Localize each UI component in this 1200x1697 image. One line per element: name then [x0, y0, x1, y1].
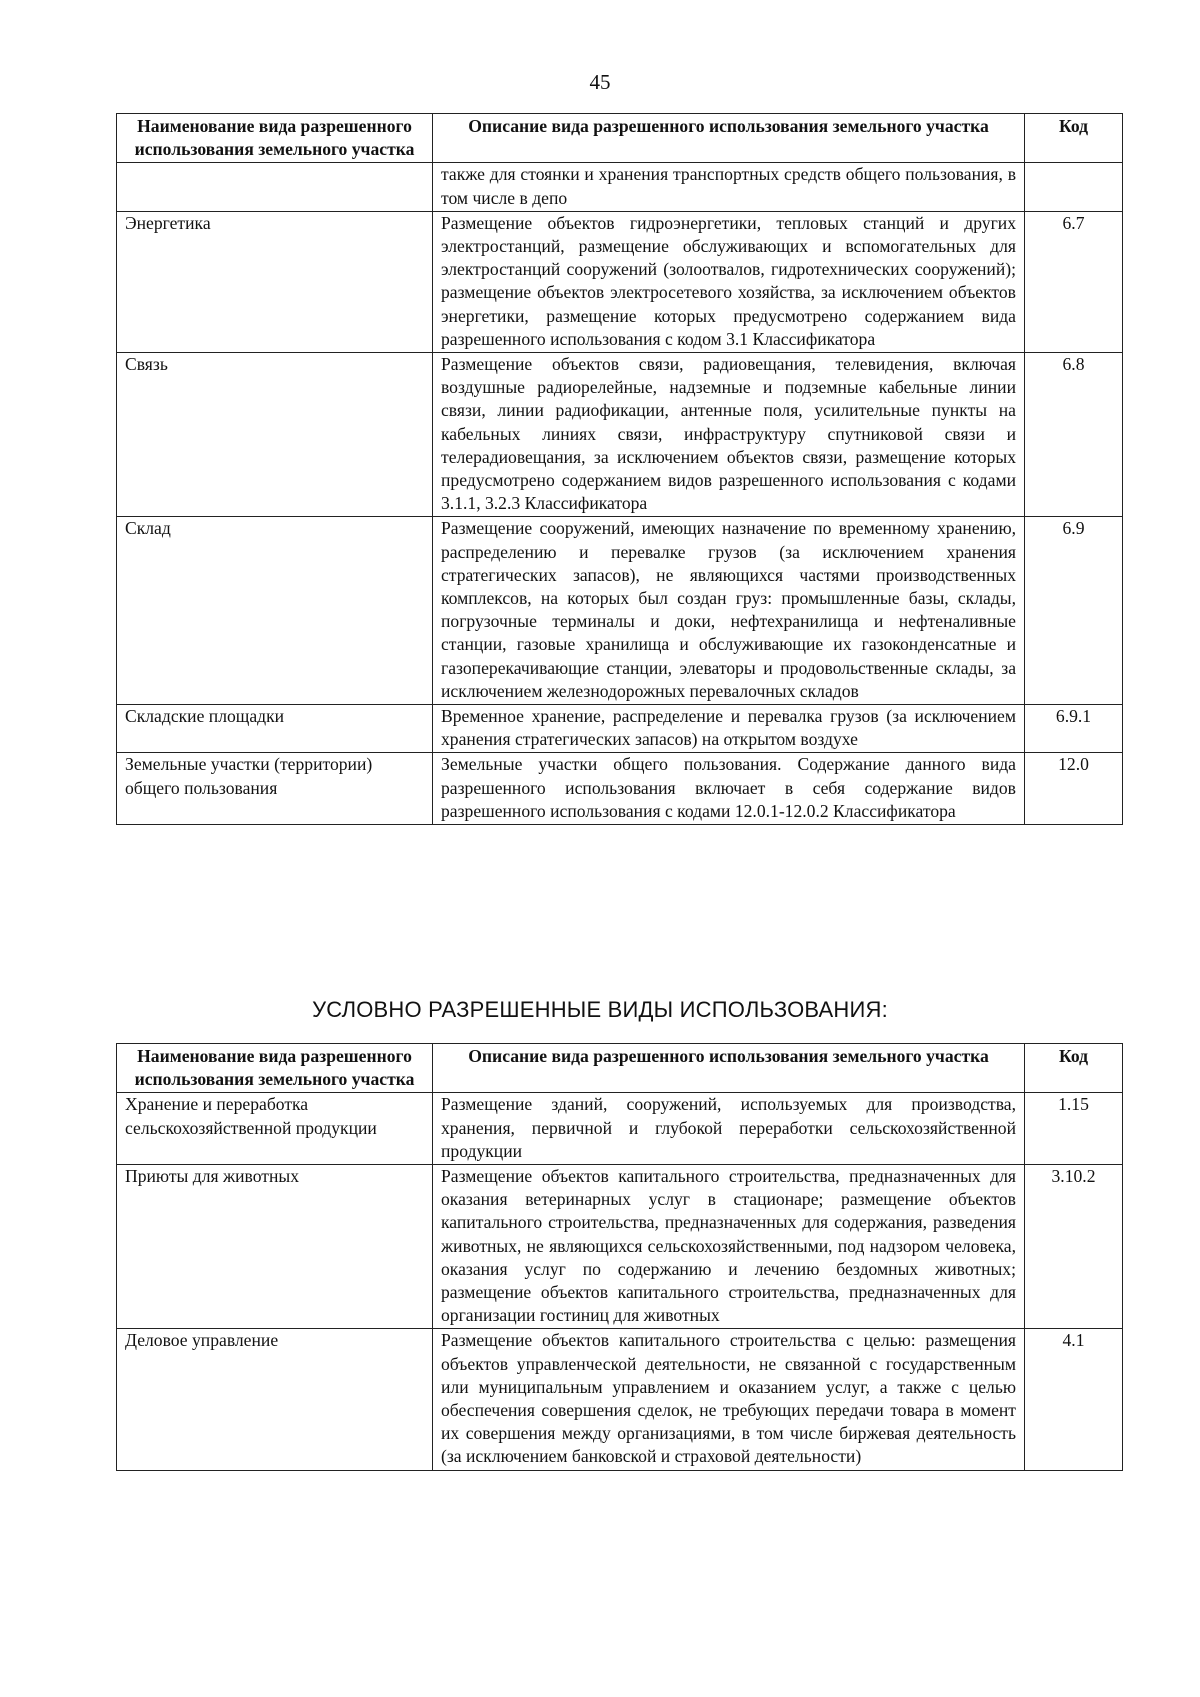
page-number: 45 — [589, 70, 611, 94]
use-code: 6.9 — [1025, 517, 1123, 705]
use-description: Размещение зданий, сооружений, используемых для производства, хранения, первичной и глубокой переработки сельскохозяйственной продукции — [433, 1093, 1025, 1165]
table-row — [117, 753, 1123, 825]
use-code: 6.7 — [1025, 211, 1123, 352]
table-row — [117, 353, 1123, 517]
use-name: Земельные участки (территории) общего пользования — [117, 753, 433, 825]
section-heading: УСЛОВНО РАЗРЕШЕННЫЕ ВИДЫ ИСПОЛЬЗОВАНИЯ: — [312, 997, 888, 1022]
header-name: Наименование вида разрешенного использования земельного участка — [117, 114, 433, 163]
use-name: Связь — [117, 353, 433, 517]
use-name: Хранение и переработка сельскохозяйственной продукции — [117, 1093, 433, 1165]
use-code: 3.10.2 — [1025, 1165, 1123, 1329]
header-description: Описание вида разрешенного использования земельного участка — [433, 114, 1025, 163]
use-code: 4.1 — [1025, 1329, 1123, 1470]
table-row — [117, 517, 1123, 705]
header-description: Описание вида разрешенного использования земельного участка — [433, 1044, 1025, 1093]
use-name — [117, 163, 433, 211]
table-row — [117, 163, 1123, 211]
use-name: Складские площадки — [117, 705, 433, 753]
table-row — [117, 211, 1123, 352]
table-row — [117, 1165, 1123, 1329]
use-code: 6.8 — [1025, 353, 1123, 517]
table-row — [117, 1329, 1123, 1470]
use-description: Размещение объектов капитального строительства с целью: размещения объектов управленческой деятельности, не связанной с государственным или муниципальным управлением и оказанием услуг, а также с целью обеспечения совершения сделок, не требующих передачи товара в момент их совершения между организациями, в том числе биржевая деятельность (за исключением банковской и страховой деятельности) — [433, 1329, 1025, 1470]
use-code: 1.15 — [1025, 1093, 1123, 1165]
use-code: 6.9.1 — [1025, 705, 1123, 753]
table-row — [117, 705, 1123, 753]
use-description: также для стоянки и хранения транспортных средств общего пользования, в том числе в депо — [433, 163, 1025, 211]
table-row — [117, 1093, 1123, 1165]
use-name: Склад — [117, 517, 433, 705]
use-code: 12.0 — [1025, 753, 1123, 825]
use-code — [1025, 163, 1123, 211]
header-name: Наименование вида разрешенного использования земельного участка — [117, 1044, 433, 1093]
table-header-row — [117, 114, 1123, 163]
use-description: Земельные участки общего пользования. Содержание данного вида разрешенного использования включает в себя содержание видов разрешенного использования с кодами 12.0.1-12.0.2 Классификатора — [433, 753, 1025, 825]
conditional-uses-table — [116, 1043, 1123, 1471]
use-description: Размещение объектов связи, радиовещания, телевидения, включая воздушные радиорелейные, надземные и подземные кабельные линии связи, линии радиофикации, антенные поля, усилительные пункты на кабельных линиях связи, инфраструктуру спутниковой связи и телерадиовещания, за исключением объектов связи, размещение которых предусмотрено содержанием видов разрешенного использования с кодами 3.1.1, 3.2.3 Классификатора — [433, 353, 1025, 517]
use-name: Деловое управление — [117, 1329, 433, 1470]
permitted-uses-table — [116, 113, 1123, 825]
table-header-row — [117, 1044, 1123, 1093]
header-code: Код — [1025, 1044, 1123, 1093]
header-code: Код — [1025, 114, 1123, 163]
use-name: Приюты для животных — [117, 1165, 433, 1329]
use-description: Размещение сооружений, имеющих назначение по временному хранению, распределению и перевалке грузов (за исключением хранения стратегических запасов), не являющихся частями производственных комплексов, на которых был создан груз: промышленные базы, склады, погрузочные терминалы и доки, нефтехранилища и нефтеналивные станции, газовые хранилища и обслуживающие их газоконденсатные и газоперекачивающие станции, элеваторы и продовольственные склады, за исключением железнодорожных перевалочных складов — [433, 517, 1025, 705]
use-description: Размещение объектов гидроэнергетики, тепловых станций и других электростанций, размещение обслуживающих и вспомогательных для электростанций сооружений (золоотвалов, гидротехнических сооружений); размещение объектов электросетевого хозяйства, за исключением объектов энергетики, размещение которых предусмотрено содержанием вида разрешенного использования с кодом 3.1 Классификатора — [433, 211, 1025, 352]
use-name: Энергетика — [117, 211, 433, 352]
use-description: Временное хранение, распределение и перевалка грузов (за исключением хранения стратегических запасов) на открытом воздухе — [433, 705, 1025, 753]
use-description: Размещение объектов капитального строительства, предназначенных для оказания ветеринарных услуг в стационаре; размещение объектов капитального строительства, предназначенных для содержания, разведения животных, не являющихся сельскохозяйственными, под надзором человека, оказания услуг по содержанию и лечению бездомных животных; размещение объектов капитального строительства, предназначенных для организации гостиниц для животных — [433, 1165, 1025, 1329]
